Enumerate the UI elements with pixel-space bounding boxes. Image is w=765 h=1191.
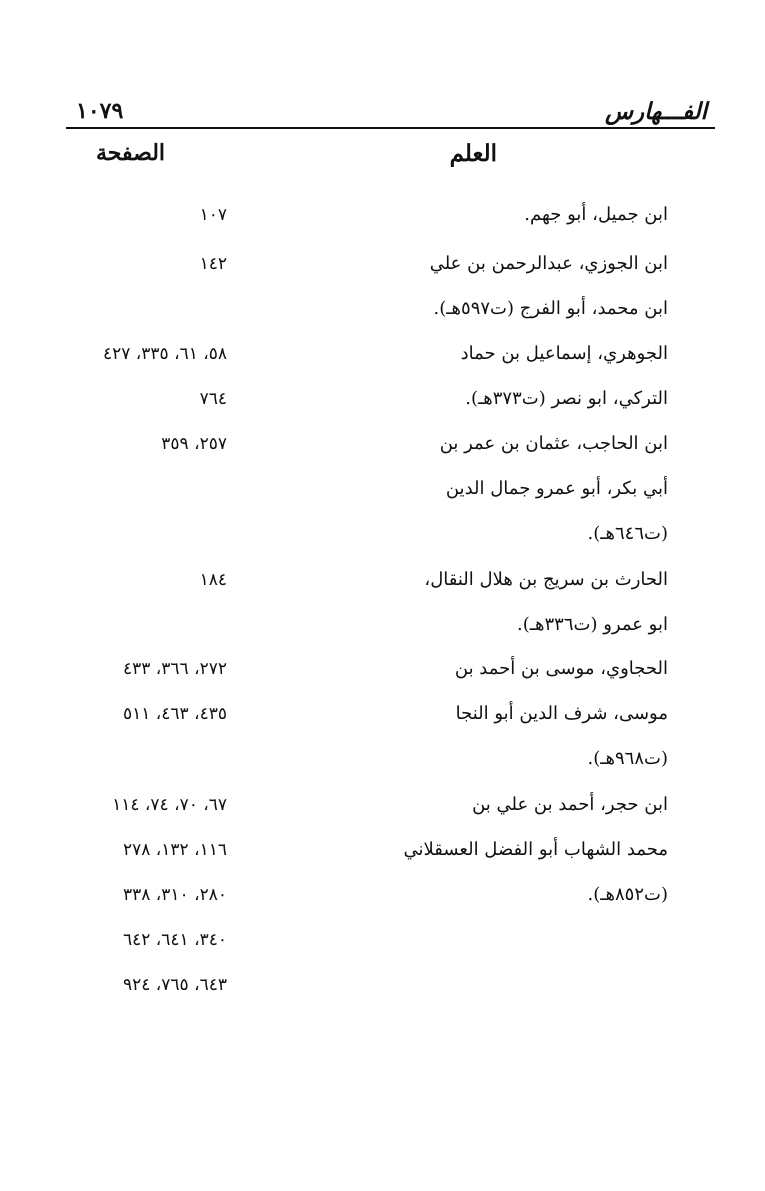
entry-page-numbers: ١٨٤	[199, 570, 227, 590]
entry-name-line: محمد الشهاب أبو الفضل العسقلاني	[403, 839, 668, 860]
entry-name-line: ابن الحاجب، عثمان بن عمر بن	[439, 433, 668, 454]
column-heading-name: العلم	[449, 140, 497, 167]
entry-page-numbers: ٦٤٣، ٧٦٥، ٩٢٤	[123, 975, 227, 995]
entry-name-line: الحارث بن سريج بن هلال النقال،	[424, 569, 668, 590]
entry-page-numbers: ٧٦٤	[199, 389, 227, 409]
entry-name-line: ابو عمرو (ت٣٣٦هـ).	[516, 614, 668, 635]
entry-name-line: الجوهري، إسماعيل بن حماد	[460, 343, 668, 364]
header-rule	[66, 127, 715, 129]
entry-name-line: (ت٨٥٢هـ).	[587, 884, 668, 905]
entry-name-line: (ت٩٦٨هـ).	[587, 748, 668, 769]
entry-page-numbers: ٣٤٠، ٦٤١، ٦٤٢	[123, 930, 227, 950]
entry-page-numbers: ٢٥٧، ٣٥٩	[161, 434, 227, 454]
entry-page-numbers: ٥٨، ٦١، ٣٣٥، ٤٢٧	[102, 344, 227, 364]
page-number: ١٠٧٩	[76, 98, 124, 124]
entry-page-numbers: ١٤٢	[199, 254, 227, 274]
entry-name-line: الحجاوي، موسى بن أحمد بن	[454, 658, 668, 679]
entry-page-numbers: ١١٦، ١٣٢، ٢٧٨	[123, 840, 227, 860]
entry-page-numbers: ٤٣٥، ٤٦٣، ٥١١	[123, 704, 227, 724]
entry-page-numbers: ٢٧٢، ٣٦٦، ٤٣٣	[123, 659, 227, 679]
entry-name-line: ابن الجوزي، عبدالرحمن بن علي	[429, 253, 668, 274]
entry-name-line: ابن جميل، أبو جهم.	[524, 204, 668, 225]
entry-name-line: موسى، شرف الدين أبو النجا	[455, 703, 668, 724]
entry-name-line: ابن حجر، أحمد بن علي بن	[472, 794, 668, 815]
entry-page-numbers: ٦٧، ٧٠، ٧٤، ١١٤	[112, 795, 227, 815]
column-heading-page: الصفحة	[96, 140, 166, 166]
entry-name-line: ابن محمد، أبو الفرج (ت٥٩٧هـ).	[433, 298, 668, 319]
entry-name-line: التركي، ابو نصر (ت٣٧٣هـ).	[465, 388, 668, 409]
entry-page-numbers: ٢٨٠، ٣١٠، ٣٣٨	[123, 885, 227, 905]
entry-name-line: أبي بكر، أبو عمرو جمال الدين	[445, 478, 668, 499]
running-title: الفـــهارس	[604, 98, 707, 125]
entry-name-line: (ت٦٤٦هـ).	[587, 523, 668, 544]
entry-page-numbers: ١٠٧	[199, 205, 227, 225]
